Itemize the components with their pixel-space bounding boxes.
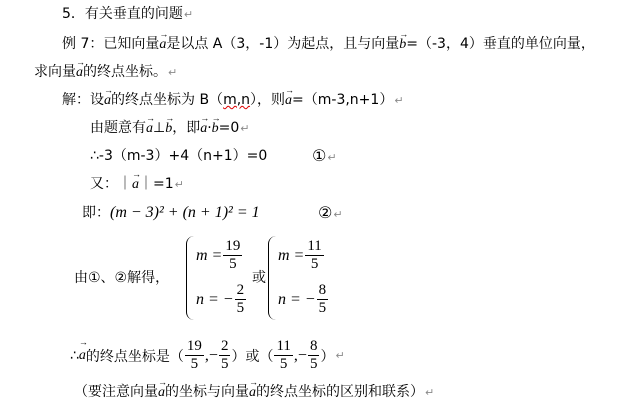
circle-equation: (m − 3)² + (n + 1)² = 1: [110, 204, 260, 221]
vector-a: → a: [79, 348, 86, 364]
paragraph-mark: ↵: [183, 8, 194, 21]
equation-number-2: ②↵: [318, 203, 343, 222]
paragraph-mark: ↵: [168, 66, 178, 79]
system-1-m: m = $\frac{19}{5}$: [196, 238, 241, 272]
paragraph-mark: ↵: [335, 349, 345, 362]
solution-line-7: ∴ → a 的终点坐标是（ $\frac{19}{5}$ ,− $\frac{2}{5}$ ）或（ $\frac{11}{5}$ ,− $\frac{8}{5}$ ） ↵: [70, 338, 345, 373]
solution-line-4: 又：｜→ a｜=1↵: [90, 174, 184, 195]
paragraph-mark: ↵: [425, 386, 435, 399]
fraction: $\frac{11}{5}$: [276, 338, 291, 372]
fraction: $\frac{19}{5}$: [225, 238, 241, 272]
fraction: $\frac{2}{5}$: [236, 282, 245, 316]
system-brace-1: [186, 236, 195, 320]
vector-a: → a: [159, 35, 166, 55]
system-2-n: n = − $\frac{8}{5}$: [278, 282, 327, 316]
note-line: （要注意向量→ a的坐标与向量→ a的终点坐标的区别和联系）↵: [74, 382, 434, 403]
fraction: $\frac{19}{5}$: [186, 338, 202, 372]
fraction: $\frac{8}{5}$: [309, 338, 318, 372]
paragraph-mark: ↵: [240, 122, 250, 135]
solution-line-3: ∴-3（m-3）+4（n+1）=0: [90, 148, 268, 164]
solution-line-2: 由题意有→ a⊥→ b，即→ a·→ b=0↵: [90, 118, 250, 139]
system-2-m: m = $\frac{11}{5}$: [278, 238, 322, 272]
vector-a: → a: [104, 91, 111, 111]
example-line-1: 例 7：已知向量→ a是以点 A（3，-1）为起点，且与向量→ b=（-3，4）垂直的单位向量，: [62, 34, 595, 55]
vector-a: → a: [200, 119, 207, 139]
equation-number-1: ①↵: [312, 146, 337, 165]
fraction: $\frac{2}{5}$: [220, 338, 229, 372]
paragraph-mark: ↵: [394, 94, 404, 107]
vector-b: → b: [212, 119, 219, 139]
vector-a: → a: [249, 383, 256, 403]
mn-coordinates: m,n: [223, 92, 251, 108]
vector-a: → a: [146, 119, 153, 139]
paragraph-mark: ↵: [327, 151, 337, 164]
solution-line-5: 即：(m − 3)² + (n + 1)² = 1: [82, 204, 260, 221]
vector-a: → a: [285, 91, 292, 111]
solution-line-6-label: 由①、②解得，: [74, 270, 170, 286]
example-line-2: 求向量→ a的终点坐标。↵: [34, 62, 177, 83]
vector-b: → b: [399, 35, 406, 55]
fraction: $\frac{8}{5}$: [318, 282, 327, 316]
vector-a: → a: [158, 383, 165, 403]
vector-b: → b: [165, 119, 172, 139]
vector-a: → a: [76, 63, 83, 83]
system-brace-2: [268, 236, 277, 320]
or-label: 或: [252, 270, 266, 286]
section-heading: 5．有关垂直的问题↵: [62, 6, 194, 22]
system-1-n: n = − $\frac{2}{5}$: [196, 282, 245, 316]
paragraph-mark: ↵: [174, 178, 184, 191]
vector-a: → a: [132, 175, 139, 195]
fraction: $\frac{11}{5}$: [307, 238, 322, 272]
solution-line-1: 解：设→ a的终点坐标为 B（m,n），则→ a=（m-3,n+1）↵: [62, 90, 404, 111]
paragraph-mark: ↵: [333, 208, 343, 221]
